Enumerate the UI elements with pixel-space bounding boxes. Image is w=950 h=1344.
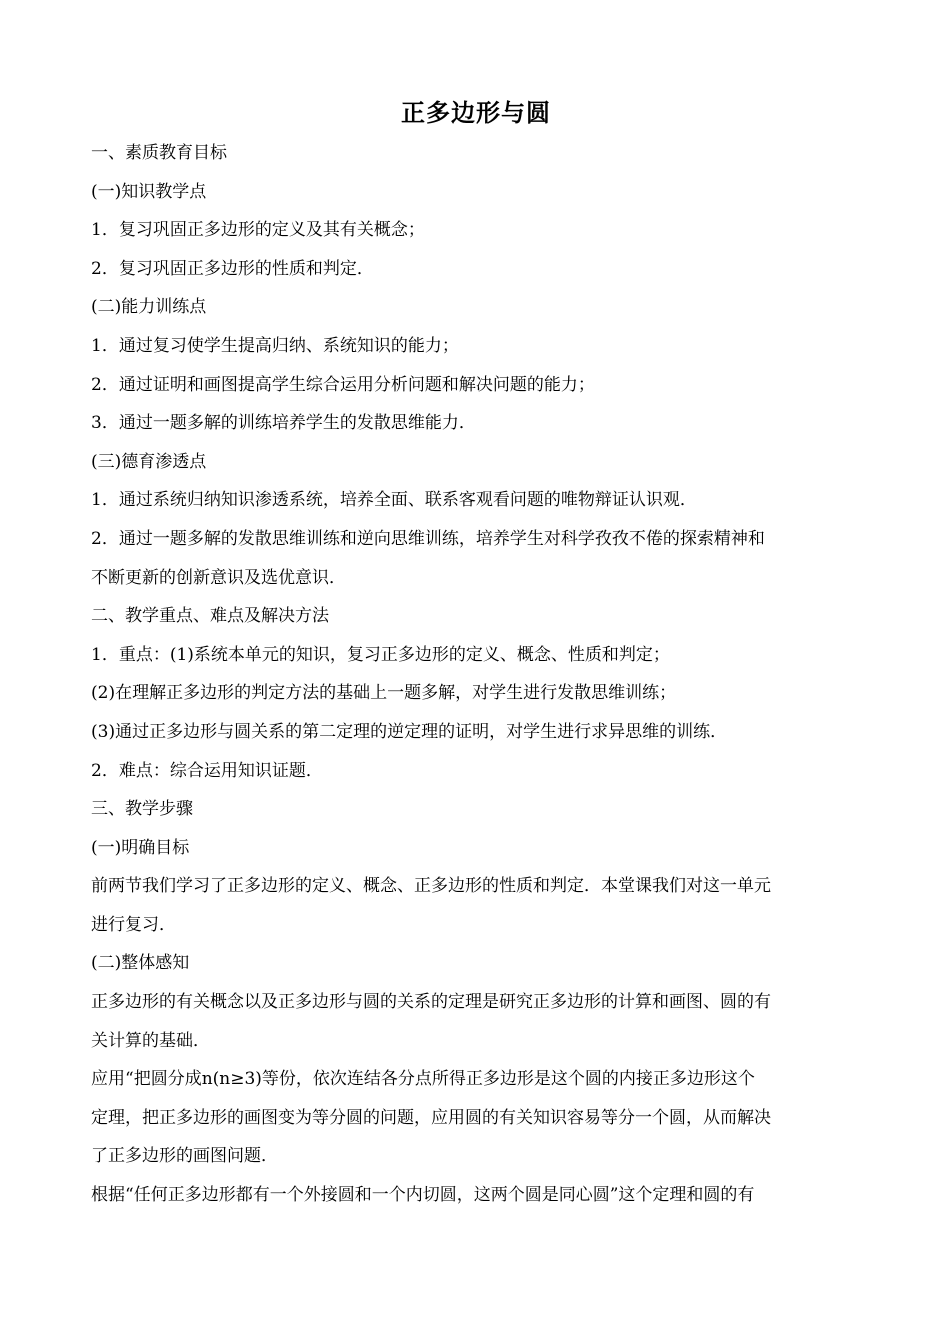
text-line: 3．通过一题多解的训练培养学生的发散思维能力． (91, 413, 476, 434)
subheading-ability: (二)能力训练点 (91, 297, 207, 318)
text-line: 2．复习巩固正多边形的性质和判定． (91, 258, 374, 279)
text-line: 1．复习巩固正多边形的定义及其有关概念； (91, 220, 425, 241)
text-line: 前两节我们学习了正多边形的定义、概念、正多边形的性质和判定．本堂课我们对这一单元 (91, 876, 771, 897)
text-line: 了正多边形的画图问题． (91, 1146, 278, 1167)
text-line: 2．难点：综合运用知识证题． (91, 760, 323, 781)
section-heading-steps: 三、教学步骤 (91, 799, 193, 820)
subheading-moral: (三)德育渗透点 (91, 451, 207, 472)
text-line: 2．通过证明和画图提高学生综合运用分析问题和解决问题的能力； (91, 374, 595, 395)
text-line: 1．通过系统归纳知识渗透系统，培养全面、联系客观看问题的唯物辩证认识观． (91, 490, 697, 511)
section-heading-goals: 一、素质教育目标 (91, 143, 227, 163)
text-line: (2)在理解正多边形的判定方法的基础上一题多解，对学生进行发散思维训练； (91, 683, 677, 704)
text-line: 1．通过复习使学生提高归纳、系统知识的能力； (91, 335, 459, 356)
text-line: 应用“把圆分成n(n≥3)等份，依次连结各分点所得正多边形是这个圆的内接正多边形这个 (91, 1069, 755, 1090)
section-heading-key-points: 二、教学重点、难点及解决方法 (91, 606, 329, 627)
text-line: 根据“任何正多边形都有一个外接圆和一个内切圆，这两个圆是同心圆”这个定理和圆的有 (91, 1185, 755, 1206)
text-line: 定理，把正多边形的画图变为等分圆的问题，应用圆的有关知识容易等分一个圆，从而解决 (91, 1107, 771, 1128)
text-line: (3)通过正多边形与圆关系的第二定理的逆定理的证明，对学生进行求异思维的训练． (91, 721, 728, 742)
document-body (91, 134, 861, 1215)
text-line: 正多边形的有关概念以及正多边形与圆的关系的定理是研究正多边形的计算和画图、圆的有 (91, 992, 771, 1013)
subheading-objective: (一)明确目标 (91, 837, 190, 858)
subheading-overview: (二)整体感知 (91, 953, 190, 974)
document-page (91, 96, 861, 1215)
subheading-knowledge: (一)知识教学点 (91, 181, 207, 202)
text-line: 进行复习． (91, 914, 176, 935)
text-line: 不断更新的创新意识及选优意识． (91, 567, 346, 588)
text-line: 关计算的基础． (91, 1030, 210, 1051)
text-line: 2．通过一题多解的发散思维训练和逆向思维训练，培养学生对科学孜孜不倦的探索精神和 (91, 528, 765, 549)
text-line: 1．重点：(1)系统本单元的知识，复习正多边形的定义、概念、性质和判定； (91, 644, 670, 665)
document-title: 正多边形与圆 (401, 99, 551, 127)
